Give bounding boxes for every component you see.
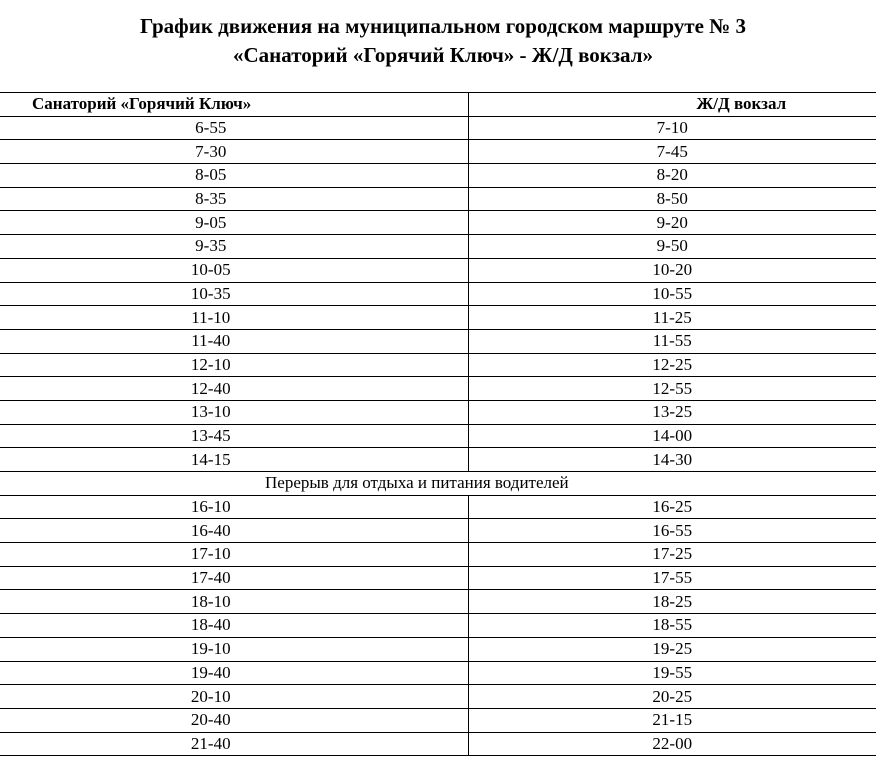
- departure-time-sanatorium: 9-05: [0, 211, 468, 235]
- departure-time-sanatorium: 19-10: [0, 637, 468, 661]
- table-row: [0, 140, 876, 164]
- schedule-rows-after-break: [0, 495, 876, 756]
- page-title: [0, 12, 876, 70]
- departure-time-sanatorium: 12-40: [0, 377, 468, 401]
- departure-time-station: 14-30: [468, 448, 876, 472]
- table-row: [0, 495, 876, 519]
- departure-time-station: 13-25: [468, 400, 876, 424]
- departure-time-sanatorium: 17-10: [0, 543, 468, 567]
- departure-time-station: 11-55: [468, 329, 876, 353]
- departure-time-station: 16-25: [468, 495, 876, 519]
- table-row: [0, 211, 876, 235]
- table-row: [0, 637, 876, 661]
- departure-time-sanatorium: 12-10: [0, 353, 468, 377]
- table-row: [0, 377, 876, 401]
- departure-time-station: 7-45: [468, 140, 876, 164]
- table-row: [0, 187, 876, 211]
- table-row: [0, 400, 876, 424]
- departure-time-station: 8-50: [468, 187, 876, 211]
- departure-time-station: 17-25: [468, 543, 876, 567]
- departure-time-sanatorium: 16-40: [0, 519, 468, 543]
- departure-time-station: 22-00: [468, 732, 876, 756]
- table-row: [0, 116, 876, 140]
- break-note: Перерыв для отдыха и питания водителей: [0, 472, 876, 496]
- departure-time-sanatorium: 13-45: [0, 424, 468, 448]
- departure-time-sanatorium: 16-10: [0, 495, 468, 519]
- departure-time-sanatorium: 20-10: [0, 685, 468, 709]
- departure-time-station: 12-55: [468, 377, 876, 401]
- schedule-break-section: [0, 472, 876, 496]
- departure-time-sanatorium: 7-30: [0, 140, 468, 164]
- departure-time-station: 20-25: [468, 685, 876, 709]
- departure-time-station: 19-25: [468, 637, 876, 661]
- departure-time-station: 18-55: [468, 614, 876, 638]
- departure-time-station: 12-25: [468, 353, 876, 377]
- table-row: [0, 164, 876, 188]
- table-row: [0, 566, 876, 590]
- table-row: [0, 329, 876, 353]
- departure-time-sanatorium: 11-40: [0, 329, 468, 353]
- column-header-sanatorium: Санаторий «Горячий Ключ»: [0, 93, 468, 117]
- schedule-table: [0, 92, 876, 756]
- departure-time-sanatorium: 18-40: [0, 614, 468, 638]
- departure-time-station: 21-15: [468, 708, 876, 732]
- departure-time-sanatorium: 18-10: [0, 590, 468, 614]
- departure-time-station: 9-20: [468, 211, 876, 235]
- table-row: [0, 235, 876, 259]
- departure-time-sanatorium: 13-10: [0, 400, 468, 424]
- title-line-1: График движения на муниципальном городском маршруте № 3: [139, 14, 747, 38]
- column-header-station: Ж/Д вокзал: [468, 93, 876, 117]
- table-row: [0, 614, 876, 638]
- title-line-2: «Санаторий «Горячий Ключ» - Ж/Д вокзал»: [232, 43, 654, 67]
- departure-time-station: 16-55: [468, 519, 876, 543]
- departure-time-sanatorium: 10-05: [0, 258, 468, 282]
- departure-time-station: 10-55: [468, 282, 876, 306]
- departure-time-sanatorium: 20-40: [0, 708, 468, 732]
- departure-time-sanatorium: 19-40: [0, 661, 468, 685]
- departure-time-sanatorium: 10-35: [0, 282, 468, 306]
- table-row: [0, 306, 876, 330]
- table-row: [0, 732, 876, 756]
- schedule-rows-before-break: [0, 116, 876, 471]
- table-row: [0, 708, 876, 732]
- departure-time-station: 11-25: [468, 306, 876, 330]
- departure-time-sanatorium: 11-10: [0, 306, 468, 330]
- table-row: [0, 519, 876, 543]
- table-row: [0, 543, 876, 567]
- table-row: [0, 685, 876, 709]
- departure-time-sanatorium: 21-40: [0, 732, 468, 756]
- departure-time-sanatorium: 8-35: [0, 187, 468, 211]
- departure-time-sanatorium: 6-55: [0, 116, 468, 140]
- departure-time-station: 14-00: [468, 424, 876, 448]
- departure-time-sanatorium: 17-40: [0, 566, 468, 590]
- header-row: [0, 93, 876, 117]
- table-row: [0, 258, 876, 282]
- departure-time-sanatorium: 14-15: [0, 448, 468, 472]
- departure-time-station: 18-25: [468, 590, 876, 614]
- table-row: [0, 590, 876, 614]
- schedule-table-header: [0, 93, 876, 117]
- table-row: [0, 353, 876, 377]
- table-row: [0, 282, 876, 306]
- table-row: [0, 424, 876, 448]
- table-row: [0, 661, 876, 685]
- departure-time-sanatorium: 9-35: [0, 235, 468, 259]
- departure-time-sanatorium: 8-05: [0, 164, 468, 188]
- departure-time-station: 8-20: [468, 164, 876, 188]
- departure-time-station: 19-55: [468, 661, 876, 685]
- departure-time-station: 9-50: [468, 235, 876, 259]
- table-row: [0, 448, 876, 472]
- break-row: [0, 472, 876, 496]
- departure-time-station: 7-10: [468, 116, 876, 140]
- departure-time-station: 10-20: [468, 258, 876, 282]
- departure-time-station: 17-55: [468, 566, 876, 590]
